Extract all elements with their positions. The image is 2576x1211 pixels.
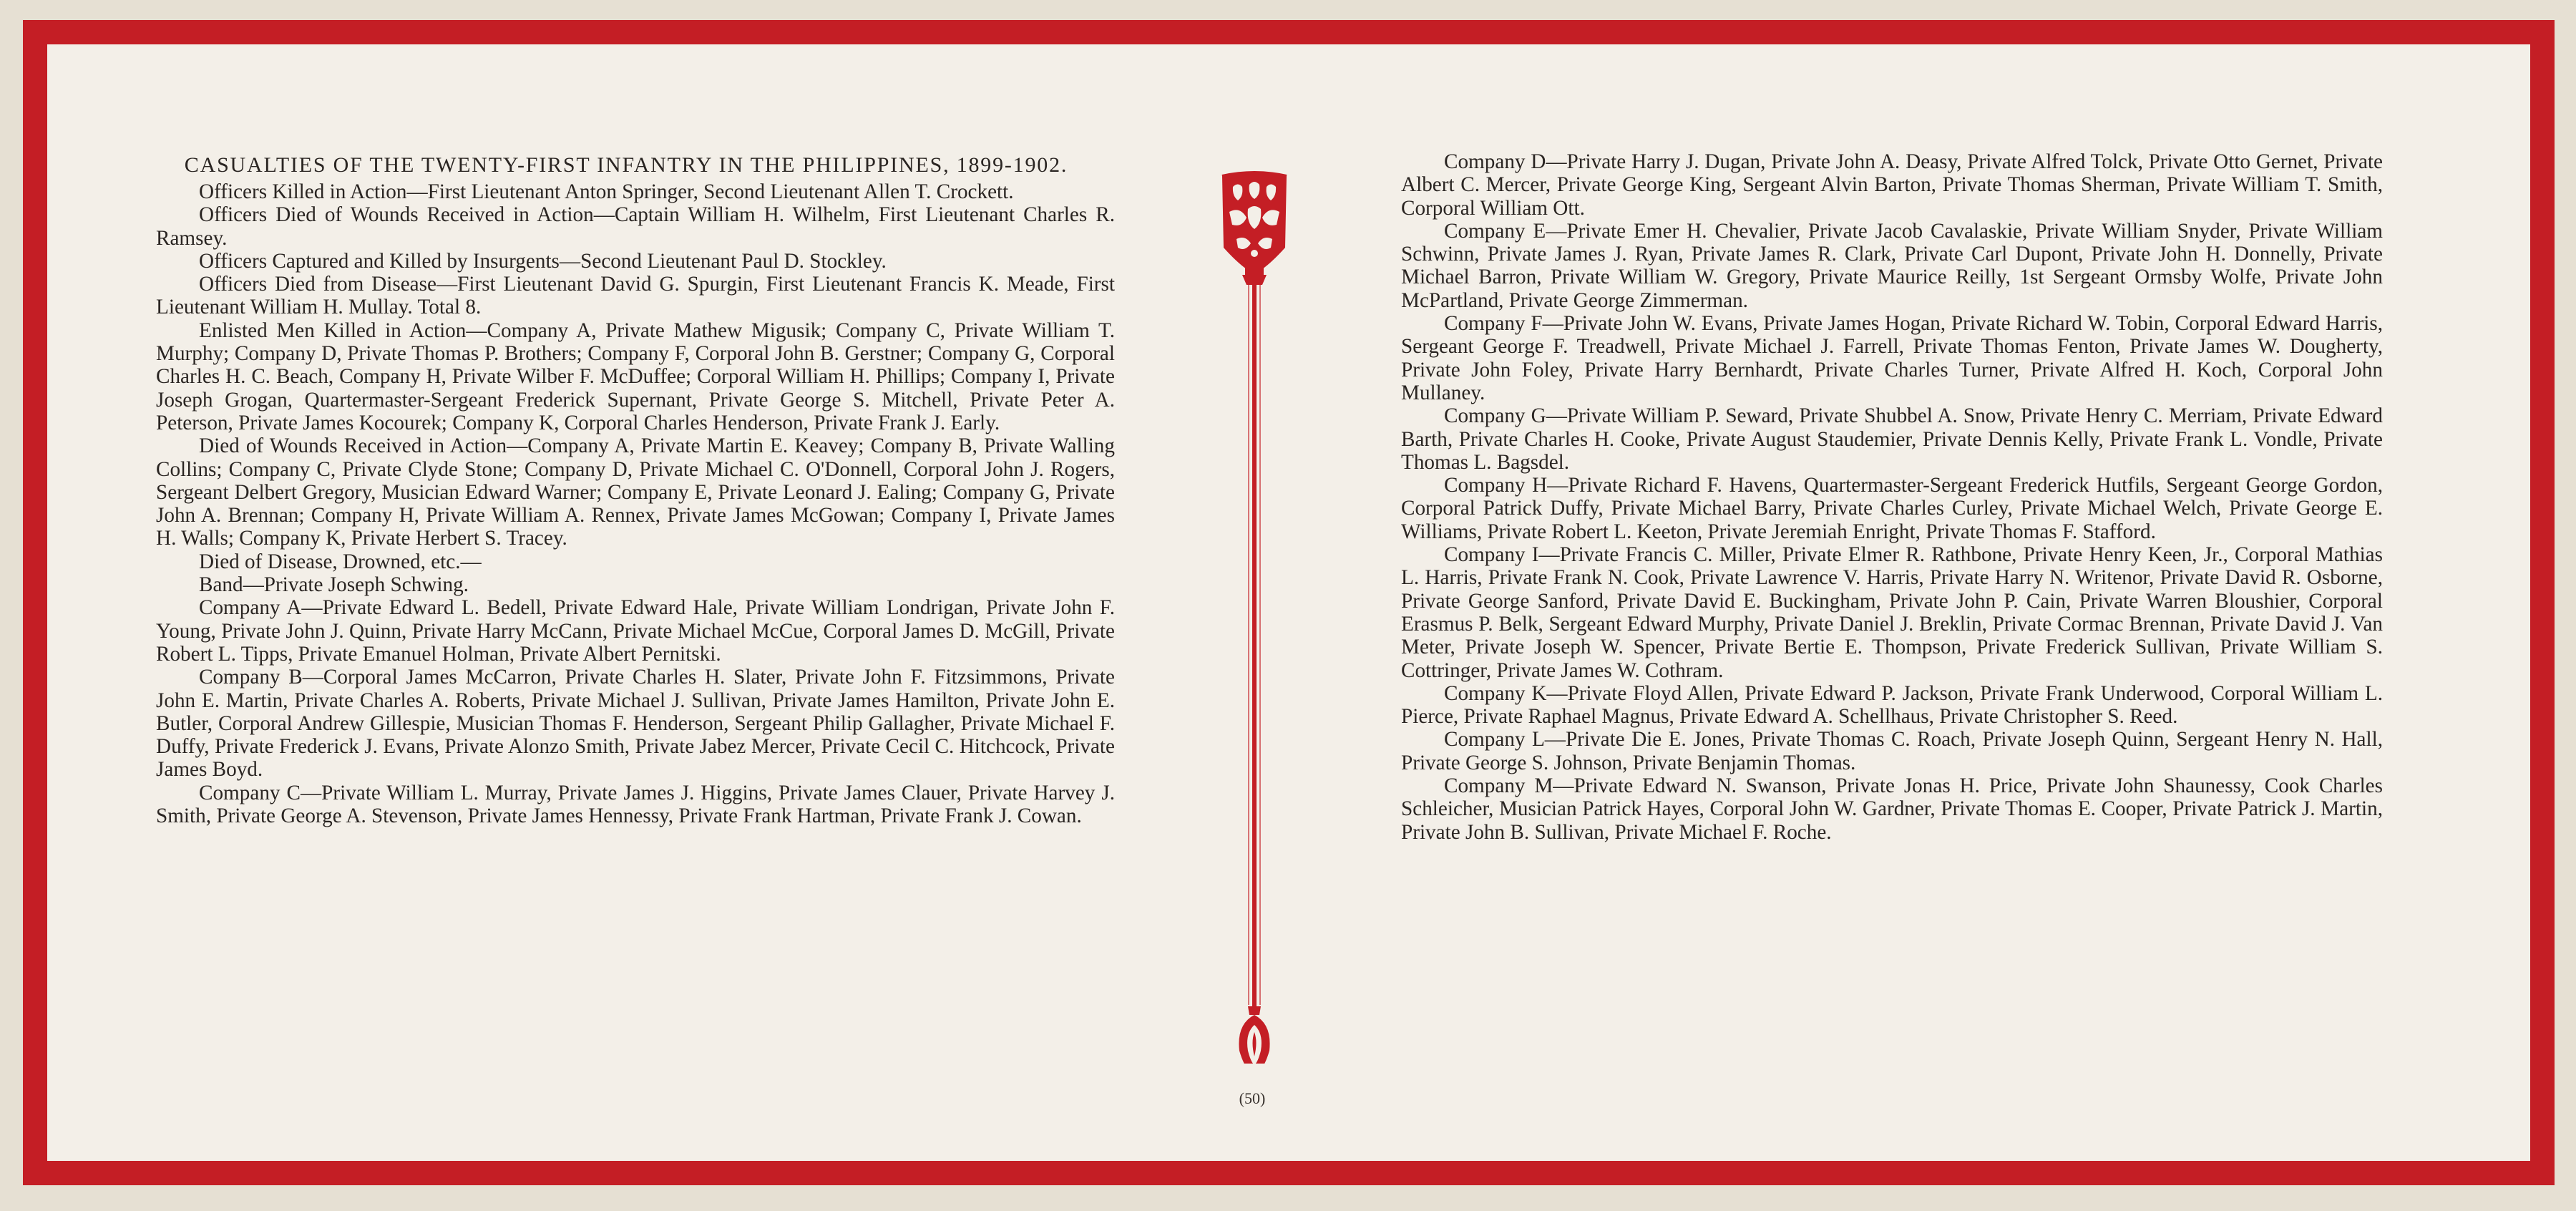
page-title: CASUALTIES OF THE TWENTY-FIRST INFANTRY IN THE PHILIPPINES, 1899-1902. <box>184 153 1068 177</box>
paragraph-company-e: Company E—Private Emer H. Chevalier, Private Jacob Cavalaskie, Private William Snyder, Private William Schwinn, Private James J. Ryan, Private James R. Clark, Private Carl Dupont, Private John H. Donnelly, Private Michael Barron, Private William W. Gregory, Private Maurice Reilly, 1st Sergeant Ormsby Wolfe, Private John McPartland, Private George Zimmerman. <box>1401 219 2383 312</box>
page-number: (50) <box>1239 1089 1266 1107</box>
paragraph-officers-captured: Officers Captured and Killed by Insurgents—Second Lieutenant Paul D. Stockley. <box>199 249 887 273</box>
tulip-torch-divider-icon <box>1201 147 1308 1064</box>
paragraph-company-m: Company M—Private Edward N. Swanson, Private Jonas H. Price, Private John Shaunessy, Cook Charles Schleicher, Musician Patrick Hayes, Corporal John W. Gardner, Private Thomas E. Cooper, Private Patrick J. Martin, Private John B. Sullivan, Private Michael F. Roche. <box>1401 774 2383 844</box>
paragraph-company-b: Company B—Corporal James McCarron, Private Charles H. Slater, Private John F. Fitzsimmons, Private John E. Martin, Private Charles A. Roberts, Private Michael J. Sullivan, Private James Hamilton, Private John E. Butler, Corporal Andrew Gillespie, Musician Thomas F. Henderson, Sergeant Philip Gallagher, Private Michael F. Duffy, Private Frederick J. Evans, Private Alonzo Smith, Private Jabez Mercer, Private Cecil C. Hitchcock, Private James Boyd. <box>156 666 1115 782</box>
paragraph-officers-died-wounds: Officers Died of Wounds Received in Action—Captain William H. Wilhelm, First Lieutenant Charles R. Ramsey. <box>156 203 1115 250</box>
paragraph-died-of-wounds: Died of Wounds Received in Action—Company A, Private Martin E. Keavey; Company B, Private Walling Collins; Company C, Private Clyde Stone; Company D, Private Michael C. O'Donnell, Corporal John J. Rogers, Sergeant Delbert Gregory, Musician Edward Warner; Company E, Private Leonard J. Ealing; Company G, Private John A. Brennan; Company H, Private William A. Rennex, Private James McGowan; Company I, Private James H. Walls; Company K, Private Herbert S. Tracey. <box>156 434 1115 550</box>
paragraph-company-a: Company A—Private Edward L. Bedell, Private Edward Hale, Private William Londrigan, Private John F. Young, Private John J. Quinn, Private Harry McCann, Private Michael McCue, Corporal James D. McGill, Private Robert L. Tipps, Private Emanuel Holman, Private Albert Pernitski. <box>156 596 1115 666</box>
paragraph-officers-died-disease: Officers Died from Disease—First Lieutenant David G. Spurgin, First Lieutenant Francis K. Meade, First Lieutenant William H. Mullay. Total 8. <box>156 273 1115 319</box>
paragraph-officers-killed: Officers Killed in Action—First Lieutenant Anton Springer, Second Lieutenant Allen T. Crockett. <box>199 180 1014 203</box>
paragraph-enlisted-killed: Enlisted Men Killed in Action—Company A, Private Mathew Migusik; Company C, Private William T. Murphy; Company D, Private Thomas P. Brothers; Company F, Corporal John B. Gerstner; Company G, Corporal Charles H. C. Beach, Company H, Private Wilber F. McDuffee; Corporal William H. Phillips; Company I, Private Joseph Grogan, Quartermaster-Sergeant Frederick Supernant, Private George S. Mitchell, Private Peter A. Peterson, Private James Kocourek; Company K, Corporal Charles Henderson, Private Frank J. Early. <box>156 318 1115 434</box>
paragraph-company-i: Company I—Private Francis C. Miller, Private Elmer R. Rathbone, Private Henry Keen, Jr., Corporal Mathias L. Harris, Private Frank N. Cook, Private Lawrence V. Harris, Private Harry N. Writenor, Private David R. Osborne, Private George Sanford, Private David E. Buckingham, Private John P. Cain, Private Warren Bloushier, Corporal Erasmus P. Belk, Sergeant Edward Murphy, Private Daniel J. Breklin, Private Cormac Brennan, Private David J. Van Meter, Private Joseph W. Spencer, Private Bertie E. Thompson, Private Frederick Sullivan, Private William S. Cottringer, Private James W. Cothram. <box>1401 543 2383 682</box>
paragraph-band: Band—Private Joseph Schwing. <box>199 573 469 597</box>
paragraph-died-of-disease-heading: Died of Disease, Drowned, etc.— <box>199 550 482 573</box>
paragraph-company-c: Company C—Private William L. Murray, Private James J. Higgins, Private James Clauer, Private Harvey J. Smith, Private George A. Stevenson, Private James Hennessy, Private Frank Hartman, Private Frank J. Cowan. <box>156 781 1115 828</box>
paragraph-company-l: Company L—Private Die E. Jones, Private Thomas C. Roach, Private Joseph Quinn, Sergeant Henry N. Hall, Private George S. Johnson, Private Benjamin Thomas. <box>1401 728 2383 774</box>
paragraph-company-h: Company H—Private Richard F. Havens, Quartermaster-Sergeant Frederick Hutfils, Sergeant George Gordon, Corporal Patrick Duffy, Private Michael Barry, Private Charles Curley, Private Michael Welch, Private George E. Williams, Private Robert L. Keeton, Private Jeremiah Enright, Private Thomas F. Stafford. <box>1401 474 2383 543</box>
paragraph-company-k: Company K—Private Floyd Allen, Private Edward P. Jackson, Private Frank Underwood, Corporal William L. Pierce, Private Raphael Magnus, Private Edward A. Schellhaus, Private Christopher S. Reed. <box>1401 681 2383 729</box>
right-column <box>1401 150 2383 844</box>
paragraph-company-d: Company D—Private Harry J. Dugan, Private John A. Deasy, Private Alfred Tolck, Private Otto Gernet, Private Albert C. Mercer, Private George King, Sergeant Alvin Barton, Private Thomas Sherman, Private William T. Smith, Corporal William Ott. <box>1401 150 2383 220</box>
paragraph-company-g: Company G—Private William P. Seward, Private Shubbel A. Snow, Private Henry C. Merriam, Private Edward Barth, Private Charles H. Cooke, Private August Staudemier, Private Dennis Kelly, Private Frank L. Vondle, Private Thomas L. Bagsdel. <box>1401 404 2383 474</box>
left-column <box>156 152 1115 827</box>
paragraph-company-f: Company F—Private John W. Evans, Private James Hogan, Private Richard W. Tobin, Corporal Edward Harris, Sergeant George F. Treadwell, Private Michael J. Farrell, Private Thomas Fenton, Private James W. Dougherty, Private John Foley, Private Harry Bernhardt, Private Charles Turner, Private Alfred H. Koch, Corporal John Mullaney. <box>1401 312 2383 404</box>
